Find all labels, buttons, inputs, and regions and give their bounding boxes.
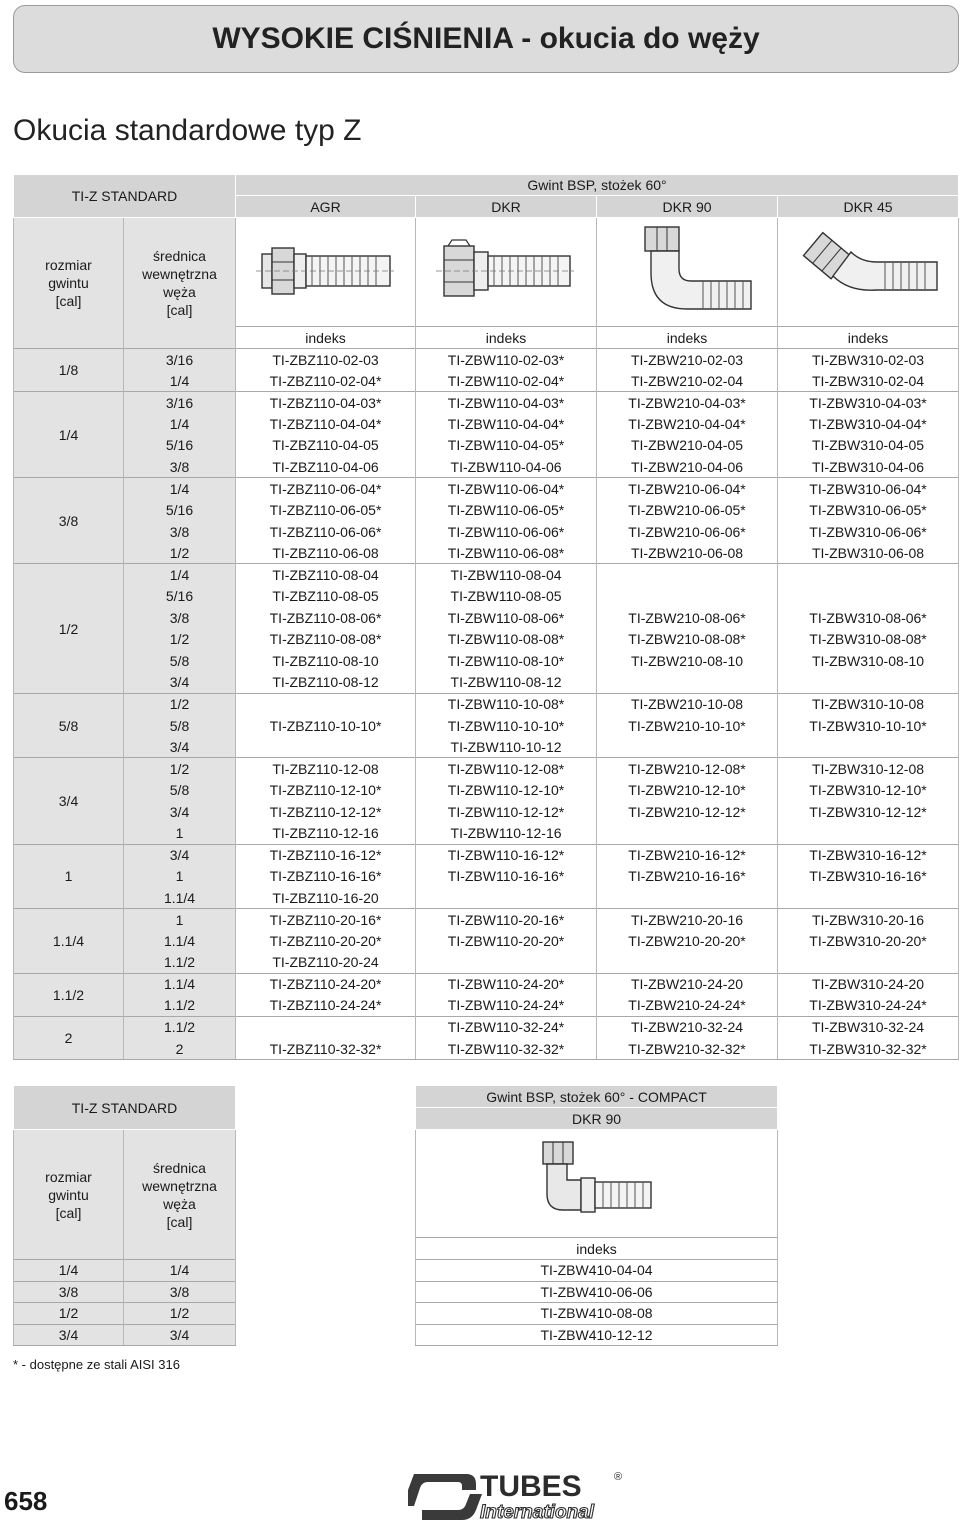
table-row bbox=[14, 930, 959, 952]
thread-type-header: Gwint BSP, stożek 60° bbox=[236, 175, 959, 196]
column-header-dkr90: DKR 90 bbox=[416, 1108, 778, 1130]
index-cell: TI-ZBW210-16-16* bbox=[597, 866, 778, 888]
compact-dkr90-fitting-drawing bbox=[416, 1130, 778, 1238]
table-row bbox=[14, 564, 959, 586]
index-cell bbox=[236, 736, 416, 758]
table-row bbox=[14, 1303, 959, 1325]
index-cell: TI-ZBW310-02-04 bbox=[778, 370, 959, 392]
fittings-table bbox=[13, 174, 959, 1060]
index-cell: TI-ZBW210-02-03 bbox=[597, 349, 778, 371]
hose-diameter-header: średnica wewnętrzna węża [cal] bbox=[124, 1130, 236, 1260]
index-cell: TI-ZBW110-32-32* bbox=[416, 1038, 597, 1060]
index-cell bbox=[597, 823, 778, 845]
index-cell: TI-ZBW110-24-24* bbox=[416, 995, 597, 1017]
hose-diameter-cell: 1/4 bbox=[124, 413, 236, 435]
thread-size-cell: 1/2 bbox=[14, 1303, 124, 1325]
index-cell bbox=[778, 823, 959, 845]
index-cell bbox=[778, 564, 959, 586]
index-cell: TI-ZBW110-08-04 bbox=[416, 564, 597, 586]
index-header: indeks bbox=[236, 327, 416, 349]
page-number: 658 bbox=[4, 1486, 48, 1516]
index-cell: TI-ZBZ110-12-16 bbox=[236, 823, 416, 845]
index-cell: TI-ZBW310-24-24* bbox=[778, 995, 959, 1017]
compact-fittings-table bbox=[13, 1085, 959, 1346]
index-cell: TI-ZBZ110-08-12 bbox=[236, 672, 416, 694]
agr-fitting-drawing bbox=[236, 218, 416, 327]
index-cell bbox=[416, 887, 597, 909]
thread-size-cell: 5/8 bbox=[14, 693, 124, 758]
index-cell: TI-ZBW110-10-10* bbox=[416, 715, 597, 737]
table-row bbox=[14, 521, 959, 543]
index-cell: TI-ZBZ110-24-24* bbox=[236, 995, 416, 1017]
hose-diameter-cell: 1/2 bbox=[124, 1303, 236, 1325]
index-cell: TI-ZBW310-16-16* bbox=[778, 866, 959, 888]
thread-size-cell: 1 bbox=[14, 844, 124, 909]
hose-diameter-cell: 5/16 bbox=[124, 435, 236, 457]
index-cell: TI-ZBW410-12-12 bbox=[416, 1324, 778, 1346]
dkr45-fitting-drawing bbox=[778, 218, 959, 327]
hose-diameter-cell: 5/8 bbox=[124, 650, 236, 672]
index-cell: TI-ZBZ110-06-04* bbox=[236, 478, 416, 500]
index-cell: TI-ZBW410-06-06 bbox=[416, 1281, 778, 1303]
table-row bbox=[14, 1324, 959, 1346]
index-cell: TI-ZBW310-06-08 bbox=[778, 542, 959, 564]
table-row bbox=[14, 392, 959, 414]
table-row bbox=[14, 586, 959, 608]
thread-size-header: rozmiar gwintu [cal] bbox=[14, 1130, 124, 1260]
index-cell bbox=[597, 952, 778, 974]
index-cell: TI-ZBW310-12-12* bbox=[778, 801, 959, 823]
hose-diameter-cell: 1.1/4 bbox=[124, 887, 236, 909]
index-cell: TI-ZBW110-08-05 bbox=[416, 586, 597, 608]
table-row bbox=[14, 650, 959, 672]
standard-label: TI-Z STANDARD bbox=[14, 175, 236, 218]
index-cell: TI-ZBZ110-16-12* bbox=[236, 844, 416, 866]
column-header-dkr45: DKR 45 bbox=[778, 196, 959, 218]
hose-diameter-cell: 1.1/4 bbox=[124, 973, 236, 995]
index-cell: TI-ZBW310-20-20* bbox=[778, 930, 959, 952]
index-cell: TI-ZBW110-12-16 bbox=[416, 823, 597, 845]
index-header: indeks bbox=[597, 327, 778, 349]
index-cell: TI-ZBW210-32-32* bbox=[597, 1038, 778, 1060]
index-cell: TI-ZBW210-08-08* bbox=[597, 629, 778, 651]
table-row bbox=[14, 672, 959, 694]
index-cell: TI-ZBZ110-06-06* bbox=[236, 521, 416, 543]
index-cell: TI-ZBW310-04-05 bbox=[778, 435, 959, 457]
index-cell bbox=[597, 736, 778, 758]
index-cell bbox=[597, 586, 778, 608]
index-cell: TI-ZBW110-10-08* bbox=[416, 693, 597, 715]
index-cell: TI-ZBZ110-10-10* bbox=[236, 715, 416, 737]
hose-diameter-cell: 1/2 bbox=[124, 758, 236, 780]
table-row bbox=[14, 1038, 959, 1060]
index-cell: TI-ZBW310-08-06* bbox=[778, 607, 959, 629]
index-cell: TI-ZBZ110-20-16* bbox=[236, 909, 416, 931]
index-cell: TI-ZBW310-20-16 bbox=[778, 909, 959, 931]
thread-size-cell: 2 bbox=[14, 1016, 124, 1059]
index-cell: TI-ZBW110-04-05* bbox=[416, 435, 597, 457]
hose-diameter-cell: 1/4 bbox=[124, 564, 236, 586]
hose-diameter-cell: 3/8 bbox=[124, 607, 236, 629]
index-cell: TI-ZBZ110-12-12* bbox=[236, 801, 416, 823]
thread-size-cell: 1.1/2 bbox=[14, 973, 124, 1016]
index-cell: TI-ZBW210-04-06 bbox=[597, 456, 778, 478]
index-cell bbox=[416, 952, 597, 974]
index-cell: TI-ZBW110-08-06* bbox=[416, 607, 597, 629]
index-cell: TI-ZBW110-12-12* bbox=[416, 801, 597, 823]
index-cell bbox=[597, 564, 778, 586]
index-cell bbox=[236, 693, 416, 715]
index-cell: TI-ZBZ110-20-20* bbox=[236, 930, 416, 952]
hose-diameter-cell: 1/4 bbox=[124, 1260, 236, 1282]
hose-diameter-cell: 1/2 bbox=[124, 629, 236, 651]
index-cell: TI-ZBW110-24-20* bbox=[416, 973, 597, 995]
thread-size-cell: 1/4 bbox=[14, 392, 124, 478]
thread-size-cell: 3/4 bbox=[14, 1324, 124, 1346]
hose-diameter-cell: 1.1/2 bbox=[124, 952, 236, 974]
index-cell: TI-ZBZ110-16-20 bbox=[236, 887, 416, 909]
index-cell: TI-ZBW210-24-20 bbox=[597, 973, 778, 995]
table-row bbox=[14, 823, 959, 845]
index-header: indeks bbox=[778, 327, 959, 349]
index-cell bbox=[597, 887, 778, 909]
logo-sub-text: International bbox=[480, 1502, 595, 1522]
hose-diameter-cell: 2 bbox=[124, 1038, 236, 1060]
page-title-bar bbox=[13, 5, 959, 73]
index-cell: TI-ZBW310-04-06 bbox=[778, 456, 959, 478]
index-cell bbox=[778, 586, 959, 608]
index-cell: TI-ZBZ110-08-05 bbox=[236, 586, 416, 608]
index-cell: TI-ZBW210-12-10* bbox=[597, 779, 778, 801]
index-cell: TI-ZBW110-06-04* bbox=[416, 478, 597, 500]
index-cell: TI-ZBZ110-08-04 bbox=[236, 564, 416, 586]
index-cell: TI-ZBW210-24-24* bbox=[597, 995, 778, 1017]
index-cell bbox=[597, 672, 778, 694]
index-cell: TI-ZBW310-32-32* bbox=[778, 1038, 959, 1060]
index-cell: TI-ZBW110-04-03* bbox=[416, 392, 597, 414]
table-row bbox=[14, 952, 959, 974]
index-cell: TI-ZBW210-10-10* bbox=[597, 715, 778, 737]
hose-diameter-cell: 1/4 bbox=[124, 370, 236, 392]
compact-thread-header: Gwint BSP, stożek 60° - COMPACT bbox=[416, 1086, 778, 1108]
index-cell: TI-ZBZ110-06-05* bbox=[236, 499, 416, 521]
index-cell: TI-ZBZ110-08-10 bbox=[236, 650, 416, 672]
hose-diameter-cell: 1.1/2 bbox=[124, 1016, 236, 1038]
index-cell: TI-ZBZ110-24-20* bbox=[236, 973, 416, 995]
footnote: * - dostępne ze stali AISI 316 bbox=[13, 1357, 180, 1372]
table-row bbox=[14, 499, 959, 521]
table-row bbox=[14, 542, 959, 564]
thread-size-cell: 3/4 bbox=[14, 758, 124, 844]
hose-diameter-cell: 3/16 bbox=[124, 392, 236, 414]
index-cell: TI-ZBW310-02-03 bbox=[778, 349, 959, 371]
table-row bbox=[14, 370, 959, 392]
hose-diameter-cell: 3/4 bbox=[124, 844, 236, 866]
index-cell: TI-ZBW310-12-10* bbox=[778, 779, 959, 801]
index-cell: TI-ZBW110-04-06 bbox=[416, 456, 597, 478]
index-cell: TI-ZBZ110-06-08 bbox=[236, 542, 416, 564]
thread-size-cell: 3/8 bbox=[14, 1281, 124, 1303]
table-row bbox=[14, 693, 959, 715]
index-cell: TI-ZBW310-24-20 bbox=[778, 973, 959, 995]
table-row bbox=[14, 1281, 959, 1303]
thread-size-header: rozmiar gwintu [cal] bbox=[14, 218, 124, 349]
hose-diameter-cell: 1/2 bbox=[124, 542, 236, 564]
logo-brand-text: TUBES bbox=[480, 1470, 582, 1503]
table-row bbox=[14, 973, 959, 995]
index-cell: TI-ZBW310-06-04* bbox=[778, 478, 959, 500]
section-title: Okucia standardowe typ Z bbox=[13, 114, 362, 147]
index-cell: TI-ZBW210-08-06* bbox=[597, 607, 778, 629]
index-cell: TI-ZBW210-06-08 bbox=[597, 542, 778, 564]
index-cell: TI-ZBW110-32-24* bbox=[416, 1016, 597, 1038]
table-row bbox=[14, 995, 959, 1017]
table-row bbox=[14, 736, 959, 758]
index-cell: TI-ZBW110-10-12 bbox=[416, 736, 597, 758]
index-cell: TI-ZBZ110-08-08* bbox=[236, 629, 416, 651]
index-cell: TI-ZBW210-20-20* bbox=[597, 930, 778, 952]
table-row bbox=[14, 844, 959, 866]
table-row bbox=[14, 349, 959, 371]
hose-diameter-cell: 1 bbox=[124, 823, 236, 845]
index-cell: TI-ZBW210-06-04* bbox=[597, 478, 778, 500]
index-cell: TI-ZBW310-32-24 bbox=[778, 1016, 959, 1038]
thread-size-cell: 1/2 bbox=[14, 564, 124, 693]
hose-diameter-cell: 3/8 bbox=[124, 521, 236, 543]
table-row bbox=[14, 715, 959, 737]
index-cell: TI-ZBW210-06-06* bbox=[597, 521, 778, 543]
column-header-dkr: DKR bbox=[416, 196, 597, 218]
hose-diameter-cell: 1/4 bbox=[124, 478, 236, 500]
index-cell: TI-ZBW110-06-06* bbox=[416, 521, 597, 543]
index-cell: TI-ZBW210-02-04 bbox=[597, 370, 778, 392]
index-cell: TI-ZBW110-04-04* bbox=[416, 413, 597, 435]
table-row bbox=[14, 478, 959, 500]
table-row bbox=[14, 413, 959, 435]
table-row bbox=[14, 758, 959, 780]
hose-diameter-cell: 1.1/2 bbox=[124, 995, 236, 1017]
hose-diameter-header: średnica wewnętrzna węża [cal] bbox=[124, 218, 236, 349]
table-row bbox=[14, 1260, 959, 1282]
hose-diameter-cell: 1 bbox=[124, 909, 236, 931]
index-cell: TI-ZBZ110-20-24 bbox=[236, 952, 416, 974]
index-cell: TI-ZBW210-04-04* bbox=[597, 413, 778, 435]
dkr-fitting-drawing bbox=[416, 218, 597, 327]
hose-diameter-cell: 3/4 bbox=[124, 672, 236, 694]
index-cell bbox=[236, 1016, 416, 1038]
thread-size-cell: 3/8 bbox=[14, 478, 124, 564]
index-cell: TI-ZBW210-16-12* bbox=[597, 844, 778, 866]
column-header-agr: AGR bbox=[236, 196, 416, 218]
index-cell: TI-ZBW310-16-12* bbox=[778, 844, 959, 866]
index-cell: TI-ZBW310-04-03* bbox=[778, 392, 959, 414]
table-row bbox=[14, 607, 959, 629]
index-cell: TI-ZBW110-08-10* bbox=[416, 650, 597, 672]
table-row bbox=[14, 456, 959, 478]
index-cell: TI-ZBW210-12-12* bbox=[597, 801, 778, 823]
hose-diameter-cell: 3/4 bbox=[124, 1324, 236, 1346]
index-cell: TI-ZBZ110-04-03* bbox=[236, 392, 416, 414]
index-cell: TI-ZBZ110-12-10* bbox=[236, 779, 416, 801]
index-cell: TI-ZBW110-20-16* bbox=[416, 909, 597, 931]
index-cell: TI-ZBZ110-04-06 bbox=[236, 456, 416, 478]
index-cell: TI-ZBW310-10-10* bbox=[778, 715, 959, 737]
index-cell: TI-ZBW210-12-08* bbox=[597, 758, 778, 780]
index-cell: TI-ZBW110-08-12 bbox=[416, 672, 597, 694]
hose-diameter-cell: 3/8 bbox=[124, 1281, 236, 1303]
index-header: indeks bbox=[416, 1238, 778, 1260]
index-cell: TI-ZBW110-12-10* bbox=[416, 779, 597, 801]
hose-diameter-cell: 5/8 bbox=[124, 715, 236, 737]
index-cell: TI-ZBZ110-02-04* bbox=[236, 370, 416, 392]
table-row bbox=[14, 629, 959, 651]
dkr90-fitting-drawing bbox=[597, 218, 778, 327]
index-cell: TI-ZBW110-06-08* bbox=[416, 542, 597, 564]
table-row bbox=[14, 435, 959, 457]
index-cell: TI-ZBW410-08-08 bbox=[416, 1303, 778, 1325]
hose-diameter-cell: 5/8 bbox=[124, 779, 236, 801]
table-row bbox=[14, 887, 959, 909]
column-header-dkr90: DKR 90 bbox=[597, 196, 778, 218]
index-cell: TI-ZBW210-32-24 bbox=[597, 1016, 778, 1038]
hose-diameter-cell: 1 bbox=[124, 866, 236, 888]
hose-diameter-cell: 5/16 bbox=[124, 586, 236, 608]
index-cell: TI-ZBW210-04-03* bbox=[597, 392, 778, 414]
thread-size-cell: 1.1/4 bbox=[14, 909, 124, 974]
index-cell: TI-ZBW110-02-03* bbox=[416, 349, 597, 371]
index-cell: TI-ZBZ110-04-05 bbox=[236, 435, 416, 457]
index-cell: TI-ZBZ110-16-16* bbox=[236, 866, 416, 888]
index-cell: TI-ZBW410-04-04 bbox=[416, 1260, 778, 1282]
hose-diameter-cell: 3/8 bbox=[124, 456, 236, 478]
index-cell: TI-ZBW110-20-20* bbox=[416, 930, 597, 952]
table-row bbox=[14, 909, 959, 931]
index-cell: TI-ZBW310-12-08 bbox=[778, 758, 959, 780]
index-cell: TI-ZBW210-06-05* bbox=[597, 499, 778, 521]
standard-label: TI-Z STANDARD bbox=[14, 1086, 236, 1130]
hose-diameter-cell: 1.1/4 bbox=[124, 930, 236, 952]
index-cell: TI-ZBW110-16-12* bbox=[416, 844, 597, 866]
index-cell: TI-ZBZ110-04-04* bbox=[236, 413, 416, 435]
index-cell bbox=[778, 952, 959, 974]
index-cell: TI-ZBW210-04-05 bbox=[597, 435, 778, 457]
index-cell: TI-ZBW310-04-04* bbox=[778, 413, 959, 435]
thread-size-cell: 1/8 bbox=[14, 349, 124, 392]
index-cell: TI-ZBZ110-02-03 bbox=[236, 349, 416, 371]
index-cell bbox=[778, 887, 959, 909]
table-row bbox=[14, 866, 959, 888]
hose-diameter-cell: 3/4 bbox=[124, 801, 236, 823]
table-row bbox=[14, 779, 959, 801]
table-row bbox=[14, 801, 959, 823]
hose-diameter-cell: 3/4 bbox=[124, 736, 236, 758]
logo-registered-mark: ® bbox=[614, 1471, 623, 1483]
hose-diameter-cell: 1/2 bbox=[124, 693, 236, 715]
index-cell: TI-ZBW310-10-08 bbox=[778, 693, 959, 715]
index-header: indeks bbox=[416, 327, 597, 349]
index-cell: TI-ZBZ110-08-06* bbox=[236, 607, 416, 629]
index-cell: TI-ZBW310-06-06* bbox=[778, 521, 959, 543]
index-cell: TI-ZBW210-10-08 bbox=[597, 693, 778, 715]
index-cell bbox=[778, 736, 959, 758]
hose-diameter-cell: 3/16 bbox=[124, 349, 236, 371]
index-cell: TI-ZBW310-06-05* bbox=[778, 499, 959, 521]
index-cell: TI-ZBW210-08-10 bbox=[597, 650, 778, 672]
hose-diameter-cell: 5/16 bbox=[124, 499, 236, 521]
index-cell: TI-ZBW210-20-16 bbox=[597, 909, 778, 931]
table-row bbox=[14, 1016, 959, 1038]
index-cell: TI-ZBZ110-12-08 bbox=[236, 758, 416, 780]
index-cell: TI-ZBW110-12-08* bbox=[416, 758, 597, 780]
index-cell: TI-ZBW110-02-04* bbox=[416, 370, 597, 392]
index-cell: TI-ZBZ110-32-32* bbox=[236, 1038, 416, 1060]
page-title: WYSOKIE CIŚNIENIA - okucia do węży bbox=[212, 22, 760, 55]
index-cell: TI-ZBW310-08-10 bbox=[778, 650, 959, 672]
index-cell bbox=[778, 672, 959, 694]
thread-size-cell: 1/4 bbox=[14, 1260, 124, 1282]
tubes-international-logo bbox=[408, 1464, 638, 1522]
index-cell: TI-ZBW110-16-16* bbox=[416, 866, 597, 888]
index-cell: TI-ZBW110-08-08* bbox=[416, 629, 597, 651]
index-cell: TI-ZBW310-08-08* bbox=[778, 629, 959, 651]
index-cell: TI-ZBW110-06-05* bbox=[416, 499, 597, 521]
